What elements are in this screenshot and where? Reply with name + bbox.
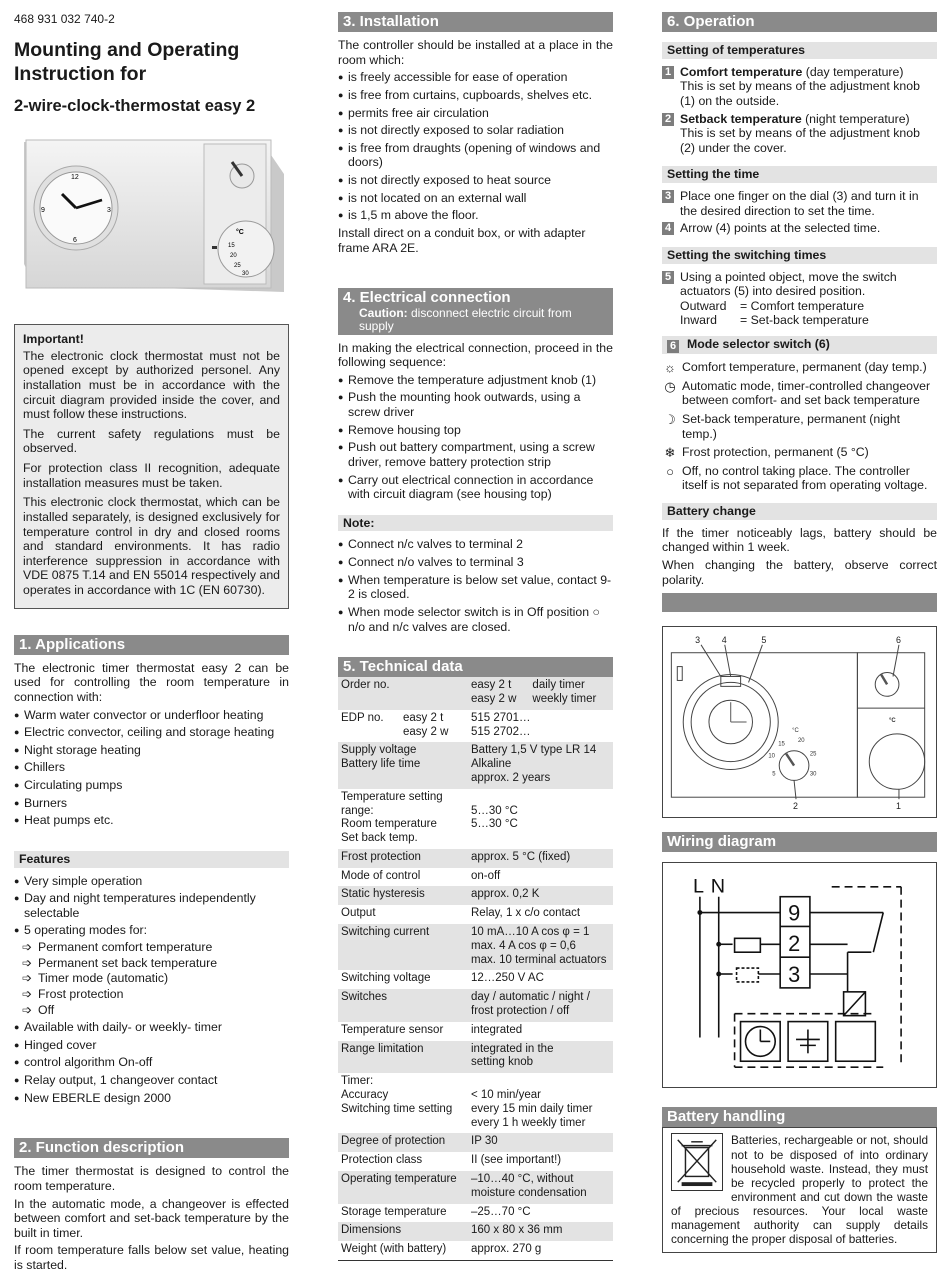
features-modes-label: 5 operating modes for: — [24, 923, 148, 938]
time-heading: Setting the time — [662, 166, 937, 183]
dial-label: 30 — [809, 771, 817, 778]
important-paragraph: This electronic clock thermostat, which can be installed separately, is designed exclusively for temperature control in dry and closed rooms and standard environments. It has radio interference suppression in accordance with VDE 0875 T.14 and EN 55014 respectively and operates in accordance with 1C (EN 60730). — [23, 495, 280, 598]
time-text: Place one finger on the dial (3) and turn it in the desired direction to set the time. — [680, 189, 919, 218]
terminal-9: 9 — [788, 900, 801, 926]
mode-item-auto — [662, 379, 937, 408]
important-paragraph: For protection class II recognition, adequate installation measures must be taken. — [23, 461, 280, 490]
function-paragraph: The timer thermostat is designed to control the room temperature. — [14, 1164, 289, 1193]
caution-line — [343, 307, 608, 333]
list-item: ● Night storage heating — [14, 743, 289, 758]
table-cell-label: Supply voltage Battery life time — [338, 742, 468, 788]
table-cell-value: 160 x 80 x 36 mm — [468, 1222, 613, 1241]
list-item: ● Very simple operation — [14, 874, 289, 889]
list-item: ● Connect n/o valves to terminal 3 — [338, 555, 613, 570]
technical-heading: 5. Technical data — [338, 657, 613, 677]
mode-item-setback — [662, 412, 937, 441]
electrical-heading — [338, 288, 613, 334]
column-1 — [14, 12, 289, 1275]
table-cell-value: < 10 min/year every 15 min daily timer every 1 h weekly timer — [471, 1089, 593, 1129]
mode-heading — [662, 336, 937, 354]
num-badge-4: 4 — [662, 222, 674, 235]
temps-heading: Setting of temperatures — [662, 42, 937, 59]
crossed-bin-icon — [671, 1133, 723, 1191]
table-cell-value: Relay, 1 x c/o contact — [471, 907, 581, 920]
list-item: ● Warm water convector or underfloor heating — [14, 708, 289, 723]
table-cell-value: –25…70 °C — [471, 1205, 531, 1218]
list-item: ➩ Timer mode (automatic) — [14, 971, 289, 986]
num-badge-6: 6 — [667, 340, 679, 353]
important-box — [14, 324, 289, 609]
modes-list — [14, 940, 289, 1017]
outward-row — [662, 299, 937, 314]
table-cell-label: Temperature sensor — [341, 1023, 444, 1036]
table-cell-value: 10 mA…10 A cos φ = 1 max. 4 A cos φ = 0,6 max. 10 terminal actuators — [468, 924, 613, 970]
list-item: ● is 1,5 m above the floor. — [338, 208, 613, 223]
battery-paragraph: When changing the battery, observe correct polarity. — [662, 557, 937, 587]
list-item: ● Remove housing top — [338, 423, 613, 438]
device-diagram — [662, 626, 937, 818]
function-heading: 2. Function description — [14, 1138, 289, 1158]
dial-label: 20 — [798, 737, 805, 744]
dial-unit: °C — [792, 728, 799, 735]
list-item: ● is free from curtains, cupboards, shelves etc. — [338, 88, 613, 103]
table-row — [338, 886, 613, 905]
list-item: ● is not directly exposed to solar radiation — [338, 123, 613, 138]
list-item: ● is free from draughts (opening of windows and doors) — [338, 141, 613, 170]
wiring-diagram — [662, 862, 937, 1088]
setback-title: Setback temperature — [680, 111, 802, 126]
inward-value: = Set-back temperature — [740, 313, 869, 328]
document-number: 468 931 032 740-2 — [14, 12, 115, 26]
table-cell-value: 5…30 °C 5…30 °C — [471, 804, 518, 831]
caution-label: Caution: — [359, 306, 408, 321]
features-list — [14, 874, 289, 1106]
table-cell-label: Storage temperature — [341, 1205, 447, 1218]
mode-text: Automatic mode, timer-controlled changeover between comfort- and set back temperature — [682, 378, 931, 408]
list-item: ● Push out battery compartment, using a screw driver, remove battery protection strip — [338, 440, 613, 469]
list-item: ● Push the mounting hook outwards, using a screw driver — [338, 390, 613, 419]
list-item: ● Connect n/c valves to terminal 2 — [338, 537, 613, 552]
function-paragraph: In the automatic mode, a changeover is effected between comfort and set-back temperature by the built in timer. — [14, 1196, 289, 1240]
dial-label: 5 — [772, 771, 776, 778]
wiring-label-N: N — [710, 875, 726, 898]
diagram-label-4: 4 — [721, 634, 727, 645]
list-item: ● is freely accessible for ease of operation — [338, 70, 613, 85]
battery-handling-text: Batteries, rechargeable or not, should not to be disposed of into ordinary household waste. Instead, they must be recycled properly to protect the environment and cut down the waste of precious resources. Your local waste management authority can supply details concerning the proper disposal of batteries. — [671, 1133, 928, 1247]
list-item: ➩ Off — [14, 1003, 289, 1018]
clock-icon: ◷ — [664, 378, 676, 394]
table-row — [338, 849, 613, 868]
table-row — [338, 1171, 613, 1204]
table-row — [338, 1204, 613, 1223]
switch-text: Using a pointed object, move the switch actuators (5) into desired position. — [680, 269, 897, 299]
inward-key: Inward — [680, 313, 717, 328]
setback-text: This is set by means of the adjustment knob (2) under the cover. — [680, 126, 920, 155]
setback-item — [662, 112, 937, 156]
table-cell-value: 12…250 V AC — [471, 972, 544, 985]
dial-label: 10 — [768, 753, 775, 760]
diagram-label-5: 5 — [761, 634, 767, 645]
list-item: ● When temperature is below set value, contact 9-2 is closed. — [338, 573, 613, 602]
list-item: ● When mode selector switch is in Off position ○ n/o and n/c valves are closed. — [338, 605, 613, 634]
setback-suffix: (night temperature) — [801, 111, 910, 126]
mode-item-comfort — [662, 360, 937, 375]
dial-label: 15 — [778, 741, 785, 748]
power-off-icon: ○ — [666, 463, 674, 479]
table-row — [338, 905, 613, 924]
num-badge-5: 5 — [662, 271, 674, 284]
table-row — [338, 924, 613, 970]
knob-unit: °C — [236, 229, 244, 237]
battery-change-heading: Battery change — [662, 503, 937, 520]
outward-value: = Comfort temperature — [740, 298, 865, 313]
list-item: ● Day and night temperatures independently selectable — [14, 891, 289, 920]
diagram-label-2: 2 — [793, 801, 799, 812]
table-cell-label: Switches — [338, 989, 468, 1022]
mode-heading-text: Mode selector switch (6) — [687, 337, 830, 351]
table-cell-value: easy 2 t easy 2 w — [468, 677, 529, 710]
table-cell-value: II (see important!) — [471, 1154, 562, 1167]
caution-text: disconnect electric circuit from supply — [359, 306, 572, 334]
list-item: ● is not directly exposed to heat source — [338, 173, 613, 188]
table-cell-value: approx. 5 °C (fixed) — [468, 849, 613, 868]
dial-num-9: 9 — [41, 207, 45, 215]
comfort-suffix: (day temperature) — [802, 64, 904, 79]
list-item: ● Remove the temperature adjustment knob (1) — [338, 373, 613, 388]
wiring-label-L: L — [692, 875, 704, 898]
table-cell-label: Range limitation — [338, 1041, 468, 1074]
list-item: ➩ Permanent comfort temperature — [14, 940, 289, 955]
time-item — [662, 221, 937, 236]
mode-text: Comfort temperature, permanent (day temp.) — [682, 360, 927, 374]
list-item: ● is not located on an external wall — [338, 191, 613, 206]
table-cell-label: Order no. — [338, 677, 468, 710]
table-cell-value: IP 30 — [468, 1133, 613, 1152]
note-list — [338, 537, 613, 634]
table-cell-label: Switching voltage — [341, 972, 431, 985]
knob-unit: °C — [889, 718, 896, 725]
list-item: ● Hinged cover — [14, 1038, 289, 1053]
dial-label: 25 — [809, 751, 817, 758]
table-cell-value: Battery 1,5 V type LR 14 Alkaline approx. 2 years — [468, 742, 613, 788]
table-cell-sub: easy 2 t easy 2 w — [403, 711, 449, 738]
page-subtitle: 2-wire-clock-thermostat easy 2 — [14, 96, 256, 115]
terminal-3: 3 — [788, 961, 801, 987]
list-item: ● Heat pumps etc. — [14, 813, 289, 828]
comfort-title: Comfort temperature — [680, 64, 803, 79]
num-badge-2: 2 — [662, 113, 674, 126]
applications-heading: 1. Applications — [14, 635, 289, 655]
table-cell-value: approx. 270 g — [471, 1243, 542, 1256]
table-cell-value: –10…40 °C, without moisture condensation — [468, 1171, 613, 1204]
table-row — [338, 989, 613, 1022]
page-title: Mounting and Operating Instruction for — [14, 39, 240, 86]
list-item: ● Relay output, 1 changeover contact — [14, 1073, 289, 1088]
knob-num-15: 15 — [228, 243, 235, 250]
table-row — [338, 789, 613, 849]
table-row — [338, 970, 613, 989]
table-cell-label: EDP no. — [341, 711, 384, 724]
table-row — [338, 1222, 613, 1241]
outward-key: Outward — [680, 298, 727, 313]
features-heading: Features — [14, 851, 289, 868]
installation-outro: Install direct on a conduit box, or with adapter frame ARA 2E. — [338, 225, 586, 255]
table-cell-value: approx. 0,2 K — [468, 886, 613, 905]
table-row — [338, 742, 613, 788]
blank-divider-bar — [662, 593, 937, 612]
electrical-list — [338, 373, 613, 502]
table-cell-label: Weight (with battery) — [341, 1243, 447, 1256]
table-cell-label: Protection class — [341, 1154, 423, 1167]
list-item: ● Available with daily- or weekly- timer — [14, 1020, 289, 1035]
table-cell-value: integrated in the setting knob — [468, 1041, 613, 1074]
num-badge-3: 3 — [662, 190, 674, 203]
table-cell-value: integrated — [471, 1023, 523, 1036]
terminal-2: 2 — [788, 930, 801, 956]
list-item: ➩ Frost protection — [14, 987, 289, 1002]
table-cell-value: day / automatic / night / frost protection / off — [468, 989, 613, 1022]
table-row — [338, 868, 613, 887]
important-paragraph: The electronic clock thermostat must not be opened except by authorized personel. Any installation must be in accordance with the circuit diagram provided inside the cover, and must follow these instructions. — [23, 348, 280, 422]
table-row — [338, 677, 613, 710]
diagram-label-1: 1 — [895, 801, 901, 812]
applications-list — [14, 708, 289, 828]
comfort-item — [662, 65, 937, 109]
table-cell-label: Dimensions — [338, 1222, 468, 1241]
comfort-text: This is set by means of the adjustment knob (1) on the outside. — [680, 79, 920, 108]
table-cell-label: Static hysteresis — [338, 886, 468, 905]
list-item: ● New EBERLE design 2000 — [14, 1091, 289, 1106]
num-badge-1: 1 — [662, 66, 674, 79]
mode-item-off — [662, 464, 937, 493]
technical-table — [338, 677, 613, 1261]
table-cell-label: Operating temperature — [338, 1171, 468, 1204]
table-cell-label: Switching current — [338, 924, 468, 970]
table-row — [338, 1133, 613, 1152]
table-cell-value-2: daily timer weekly timer — [529, 677, 613, 710]
thermostat-image — [14, 134, 286, 304]
table-row — [338, 710, 613, 743]
operation-heading: 6. Operation — [662, 12, 937, 32]
battery-handling-heading: Battery handling — [662, 1107, 937, 1127]
diagram-label-3: 3 — [695, 634, 701, 645]
list-item: ● control algorithm On-off — [14, 1055, 289, 1070]
list-item — [14, 923, 289, 1017]
time-text: Arrow (4) points at the selected time. — [680, 221, 881, 236]
installation-intro: The controller should be installed at a place in the room which: — [338, 38, 613, 67]
list-item: ● Burners — [14, 796, 289, 811]
function-paragraph: If room temperature falls below set value, heating is started. — [14, 1243, 289, 1273]
note-heading: Note: — [338, 515, 613, 532]
diagram-label-6: 6 — [895, 634, 901, 645]
table-cell-label: Output — [341, 907, 376, 920]
mode-text: Set-back temperature, permanent (night temp.) — [682, 411, 901, 441]
dial-num-6: 6 — [73, 237, 77, 245]
list-item: ● Electric convector, ceiling and storage heating — [14, 725, 289, 740]
table-cell-value: 515 2701… 515 2702… — [471, 711, 531, 738]
table-row — [338, 1241, 613, 1260]
battery-handling-box — [662, 1127, 937, 1252]
applications-intro: The electronic timer thermostat easy 2 can be used for controlling the room temperature in connection with: — [14, 660, 289, 704]
important-heading: Important! — [23, 332, 84, 347]
knob-num-30: 30 — [242, 271, 249, 278]
list-item: ● Circulating pumps — [14, 778, 289, 793]
switch-item — [662, 270, 937, 299]
battery-paragraph: If the timer noticeably lags, battery should be changed within 1 week. — [662, 525, 937, 555]
table-cell-label: Mode of control — [341, 869, 421, 882]
table-row — [338, 1152, 613, 1171]
mode-text: Frost protection, permanent (5 °C) — [682, 445, 869, 460]
dial-num-12: 12 — [71, 174, 79, 182]
moon-icon: ☽ — [664, 411, 676, 427]
wiring-heading: Wiring diagram — [662, 832, 937, 852]
list-item: ➩ Permanent set back temperature — [14, 956, 289, 971]
table-cell-label: Degree of protection — [338, 1133, 468, 1152]
mode-text: Off, no control taking place. The controller itself is not separated from operating voltage. — [682, 463, 928, 493]
column-2 — [338, 12, 613, 1261]
time-item — [662, 189, 937, 218]
table-cell-label: Timer: Accuracy Switching time setting — [341, 1075, 453, 1115]
table-row — [338, 1041, 613, 1074]
table-cell-label: Frost protection — [338, 849, 468, 868]
mode-item-frost — [662, 445, 937, 460]
inward-row — [662, 313, 937, 328]
switch-heading: Setting the switching times — [662, 247, 937, 264]
table-row — [338, 1022, 613, 1041]
list-item: ● permits free air circulation — [338, 106, 613, 121]
dial-num-3: 3 — [107, 207, 111, 215]
table-cell-value: on-off — [471, 869, 501, 882]
installation-heading: 3. Installation — [338, 12, 613, 32]
table-row — [338, 1073, 613, 1133]
knob-num-25: 25 — [234, 263, 241, 270]
frost-icon: ❄ — [664, 445, 676, 461]
column-3 — [662, 12, 937, 1253]
important-paragraph: The current safety regulations must be observed. — [23, 426, 280, 456]
electrical-intro: In making the electrical connection, proceed in the following sequence: — [338, 340, 613, 370]
table-cell-label: Temperature setting range: Room temperature Set back temp. — [341, 790, 443, 845]
list-item: ● Carry out electrical connection in accordance with circuit diagram (see housing top) — [338, 473, 613, 502]
sun-icon: ☼ — [664, 360, 676, 375]
knob-num-20: 20 — [230, 253, 237, 260]
list-item: ● Chillers — [14, 760, 289, 775]
electrical-heading-text: 4. Electrical connection — [343, 289, 511, 307]
installation-list — [338, 70, 613, 223]
